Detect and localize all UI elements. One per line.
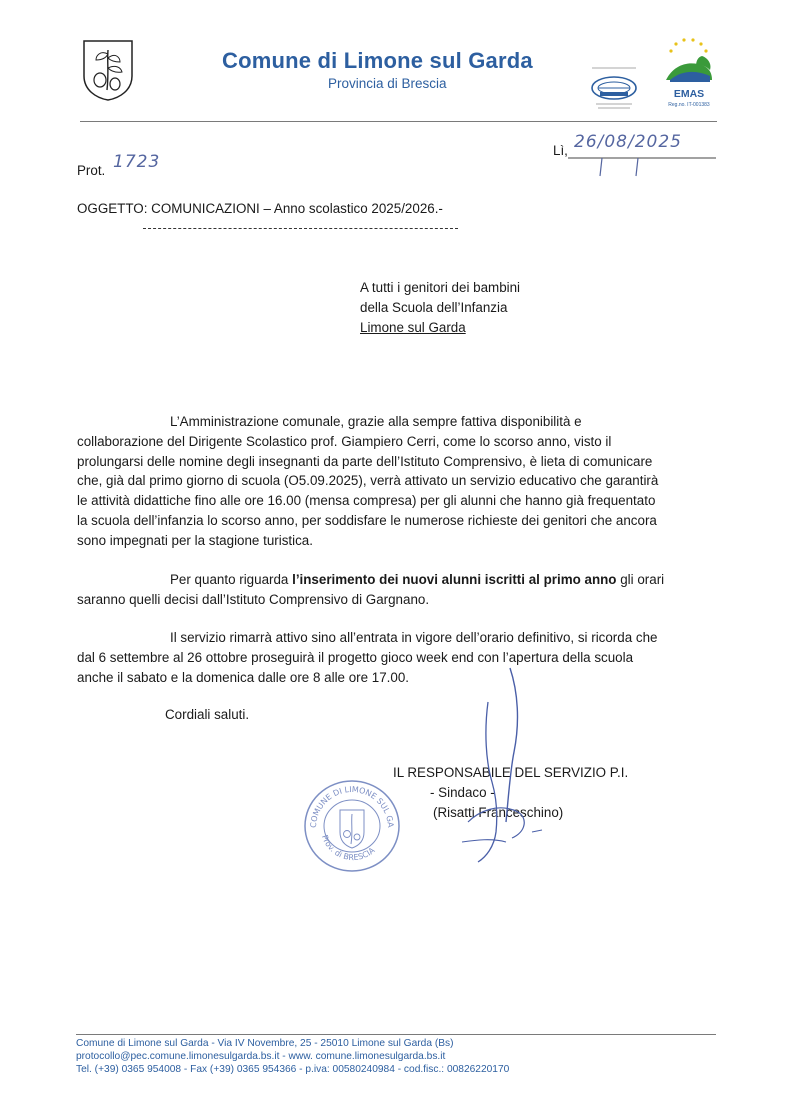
paragraph-1: [77, 412, 717, 551]
signatory-role: - Sindaco -: [430, 785, 495, 800]
emas-logo: [660, 36, 718, 116]
emas-icon: [660, 36, 718, 88]
protocol-label: Prot.: [77, 163, 106, 178]
stamp-icon: [300, 776, 404, 876]
signatory-name: (Risatti Franceschino): [433, 805, 564, 820]
date-underline-icon: [560, 146, 720, 180]
province-subtitle: Provincia di Brescia: [328, 76, 447, 91]
footer-divider: [76, 1034, 716, 1035]
paragraph-2-line-2: saranno quelli decisi dall’Istituto Comprensivo di Gargnano.: [77, 591, 430, 607]
paragraph-1-line-1: L’Amministrazione comunale, grazie alla sempre fattiva disponibilità e: [170, 414, 582, 429]
paragraph-1-line-6: la scuola dell’infanzia lo scorso anno, per soddisfare le numerose richieste dei genitori che ancora: [77, 512, 657, 528]
crest-logo-icon: [80, 38, 136, 102]
signatory-title: IL RESPONSABILE DEL SERVIZIO P.I.: [393, 765, 629, 780]
paragraph-2: [77, 570, 717, 610]
paragraph-3-line-2: dal 6 settembre al 26 ottobre proseguirà il progetto gioco week end con l’apertura della scuola: [77, 649, 634, 665]
paragraph-1-line-4: che, già dal primo giorno di scuola (O5.09.2025), verrà attivato un servizio educativo che garantirà: [77, 473, 659, 489]
footer-contacts: protocollo@pec.comune.limonesulgarda.bs.it - www. comune.limonesulgarda.bs.it: [76, 1051, 446, 1062]
subject-dashed-divider: [143, 228, 458, 229]
municipality-title: Comune di Limone sul Garda: [222, 48, 533, 73]
official-stamp: [300, 776, 404, 876]
svg-text:Prov. di BRESCIA: [320, 834, 377, 862]
paragraph-2-post: gli orari: [616, 572, 665, 587]
emas-registration: Reg.no. IT-001383: [668, 102, 710, 108]
paragraph-1-line-7: sono impegnati per la stagione turistica.: [77, 532, 313, 548]
paragraph-1-line-5: le attività didattiche fino alle ore 16.00 (mensa compresa) per gli alunni che hanno già frequentato: [77, 493, 656, 509]
handwritten-date: 26/08/2025: [574, 132, 682, 152]
certification-badge-icon: [586, 62, 642, 116]
stamp-bottom-text: Prov. di BRESCIA: [320, 833, 377, 863]
svg-text:COMUNE DI LIMONE SUL GARDA: [300, 776, 395, 828]
paragraph-3-line-1: Il servizio rimarrà attivo sino all’entrata in vigore dell’orario definitivo, si ricorda che: [170, 630, 658, 645]
footer-fiscal: Tel. (+39) 0365 954008 - Fax (+39) 0365 954366 - p.iva: 00580240984 - cod.fisc.: 00826220170: [76, 1064, 510, 1075]
stamp-top-text: COMUNE DI LIMONE SUL GA: [308, 784, 396, 829]
addressee-line-1: A tutti i genitori dei bambini: [360, 280, 521, 295]
handwritten-signature-icon: [448, 662, 558, 872]
closing-greeting: Cordiali saluti.: [165, 707, 250, 722]
paragraph-1-line-2: collaborazione del Dirigente Scolastico prof. Giampiero Cerri, come lo scorso anno, visto il: [77, 433, 612, 449]
paragraph-3-line-3: anche il sabato e la domenica dalle ore 8 alle ore 17.00.: [77, 669, 410, 685]
paragraph-3: [77, 628, 717, 687]
paragraph-2-bold: l’inserimento dei nuovi alunni iscritti al primo anno: [292, 572, 617, 587]
place-label: Lì,: [553, 143, 568, 158]
emas-label: EMAS: [673, 88, 705, 100]
paragraph-1-line-3: prolungarsi delle nomine degli insegnanti da parte dell’Istituto Comprensivo, è lieta di comunicare: [77, 453, 653, 469]
header-divider: [80, 121, 717, 122]
addressee-line-2: della Scuola dell’Infanzia: [360, 300, 508, 315]
subject-line: OGGETTO: COMUNICAZIONI – Anno scolastico 2025/2026.-: [77, 201, 443, 216]
paragraph-2-pre: Per quanto riguarda: [170, 572, 293, 587]
protocol-number: 1723: [113, 152, 161, 172]
addressee-line-3: Limone sul Garda: [360, 320, 466, 335]
footer-address: Comune di Limone sul Garda - Via IV Novembre, 25 - 25010 Limone sul Garda (Bs): [76, 1038, 454, 1049]
